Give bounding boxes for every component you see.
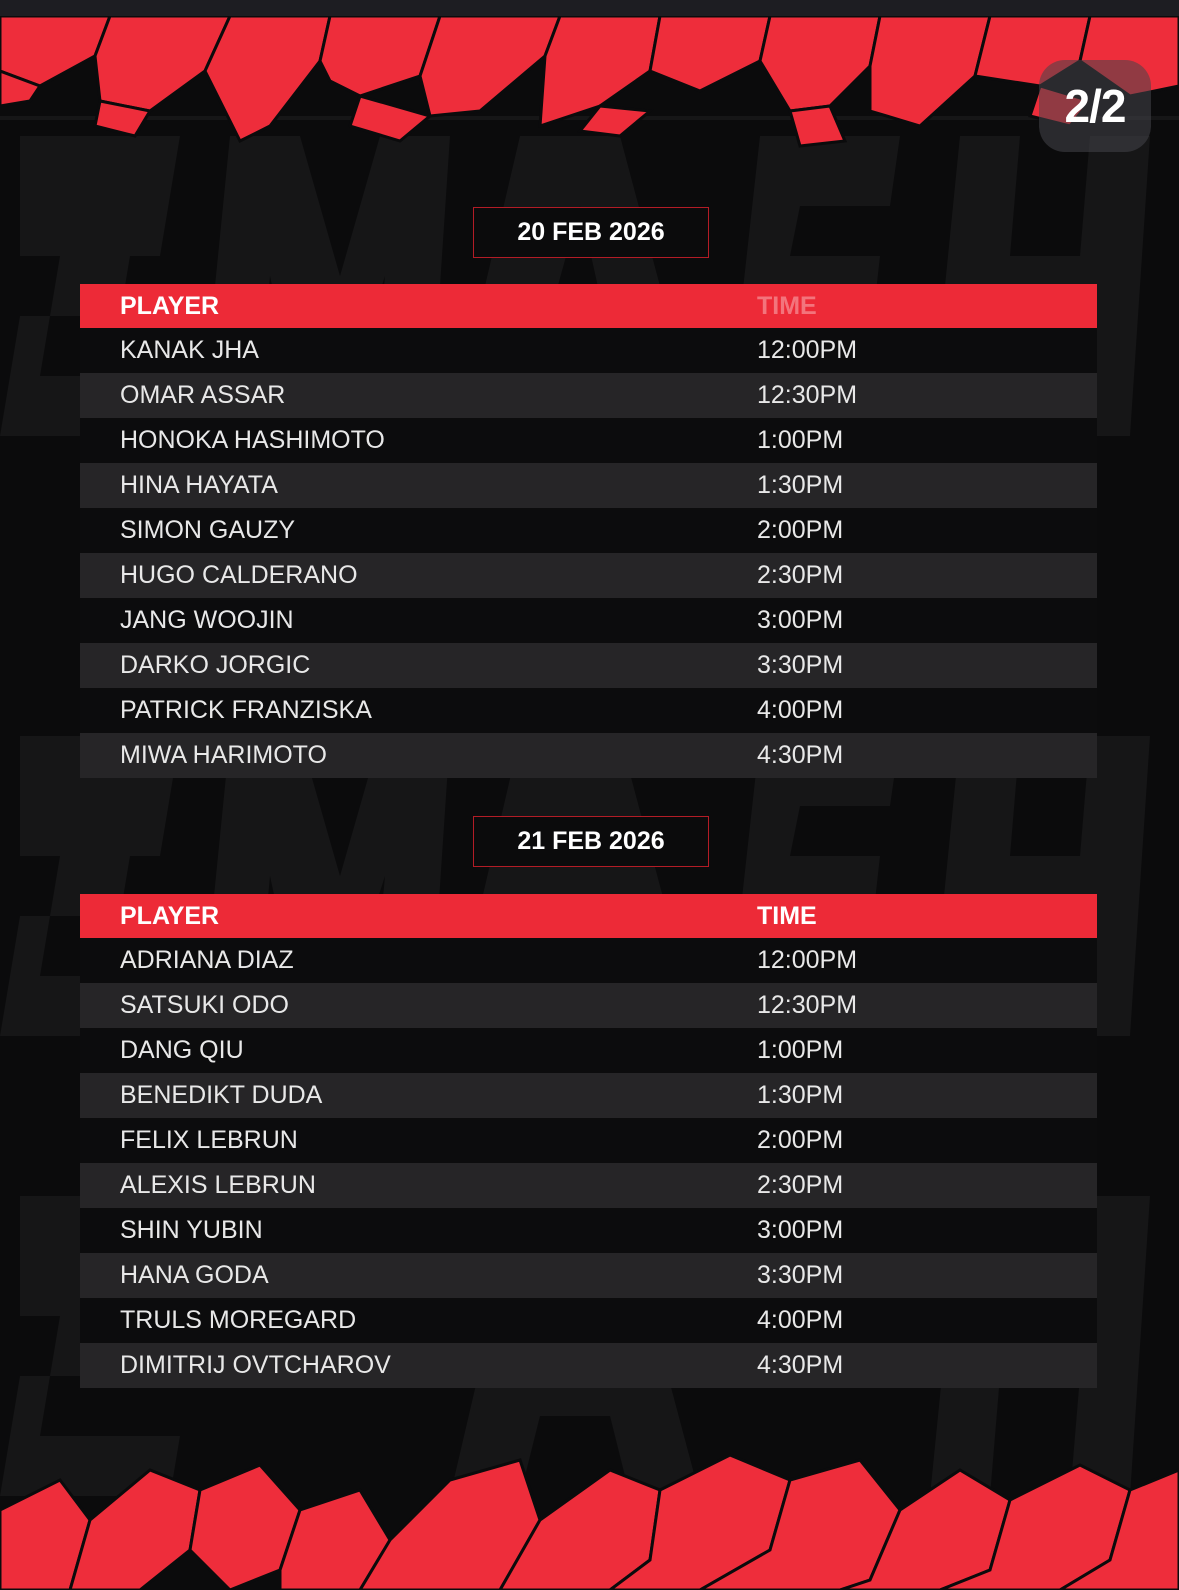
header-player: PLAYER (120, 902, 220, 930)
player-name: JANG WOOJIN (120, 606, 294, 634)
schedule-poster (0, 16, 1179, 1590)
table-row (80, 418, 1097, 463)
match-time: 1:00PM (757, 426, 844, 454)
table-row (80, 643, 1097, 688)
table-row (80, 1253, 1097, 1298)
match-time: 2:00PM (757, 1126, 844, 1154)
player-name: OMAR ASSAR (120, 381, 286, 409)
match-time: 2:30PM (757, 561, 844, 589)
table-body (80, 938, 1097, 1388)
match-time: 1:30PM (757, 1081, 844, 1109)
header-player: PLAYER (120, 292, 220, 320)
match-time: 3:30PM (757, 1261, 844, 1289)
table-row (80, 508, 1097, 553)
table-row (80, 688, 1097, 733)
table-row (80, 463, 1097, 508)
match-time: 4:00PM (757, 696, 844, 724)
match-time: 4:30PM (757, 741, 844, 769)
match-time: 1:00PM (757, 1036, 844, 1064)
table-row (80, 733, 1097, 778)
table-row (80, 938, 1097, 983)
table-header (80, 894, 1097, 938)
table-row (80, 328, 1097, 373)
player-name: DANG QIU (120, 1036, 244, 1064)
player-name: DIMITRIJ OVTCHAROV (120, 1351, 391, 1379)
match-time: 2:00PM (757, 516, 844, 544)
table-row (80, 1163, 1097, 1208)
table-row (80, 1028, 1097, 1073)
pager-indicator: 2/2 (1039, 60, 1151, 152)
player-name: SHIN YUBIN (120, 1216, 263, 1244)
player-name: ALEXIS LEBRUN (120, 1171, 316, 1199)
player-name: HINA HAYATA (120, 471, 278, 499)
table-row (80, 1208, 1097, 1253)
bottom-shard-border (0, 1450, 1179, 1590)
status-strip (0, 0, 1179, 16)
match-time: 3:30PM (757, 651, 844, 679)
table-row (80, 1118, 1097, 1163)
player-name: PATRICK FRANZISKA (120, 696, 372, 724)
player-name: ADRIANA DIAZ (120, 946, 294, 974)
player-name: HONOKA HASHIMOTO (120, 426, 385, 454)
match-time: 3:00PM (757, 606, 844, 634)
match-time: 12:00PM (757, 946, 858, 974)
player-name: SIMON GAUZY (120, 516, 296, 544)
player-name: HUGO CALDERANO (120, 561, 358, 589)
date-heading-day-2: 21 FEB 2026 (473, 816, 709, 867)
match-time: 4:00PM (757, 1306, 844, 1334)
player-name: TRULS MOREGARD (120, 1306, 357, 1334)
schedule-table-day-1 (80, 284, 1097, 778)
player-name: MIWA HARIMOTO (120, 741, 327, 769)
table-row (80, 1298, 1097, 1343)
top-shard-border (0, 16, 1179, 166)
match-time: 3:00PM (757, 1216, 844, 1244)
date-heading-day-1: 20 FEB 2026 (473, 207, 709, 258)
table-row (80, 598, 1097, 643)
table-row (80, 373, 1097, 418)
player-name: KANAK JHA (120, 336, 259, 364)
match-time: 12:30PM (757, 381, 858, 409)
player-name: FELIX LEBRUN (120, 1126, 298, 1154)
player-name: BENEDIKT DUDA (120, 1081, 323, 1109)
match-time: 2:30PM (757, 1171, 844, 1199)
table-row (80, 1073, 1097, 1118)
match-time: 4:30PM (757, 1351, 844, 1379)
player-name: DARKO JORGIC (120, 651, 311, 679)
header-time: TIME (757, 292, 817, 320)
match-time: 12:00PM (757, 336, 858, 364)
match-time: 1:30PM (757, 471, 844, 499)
player-name: SATSUKI ODO (120, 991, 290, 1019)
header-time: TIME (757, 902, 817, 930)
match-time: 12:30PM (757, 991, 858, 1019)
player-name: HANA GODA (120, 1261, 269, 1289)
table-body (80, 328, 1097, 778)
table-row (80, 1343, 1097, 1388)
schedule-table-day-2 (80, 894, 1097, 1388)
table-row (80, 553, 1097, 598)
table-row (80, 983, 1097, 1028)
table-header (80, 284, 1097, 328)
